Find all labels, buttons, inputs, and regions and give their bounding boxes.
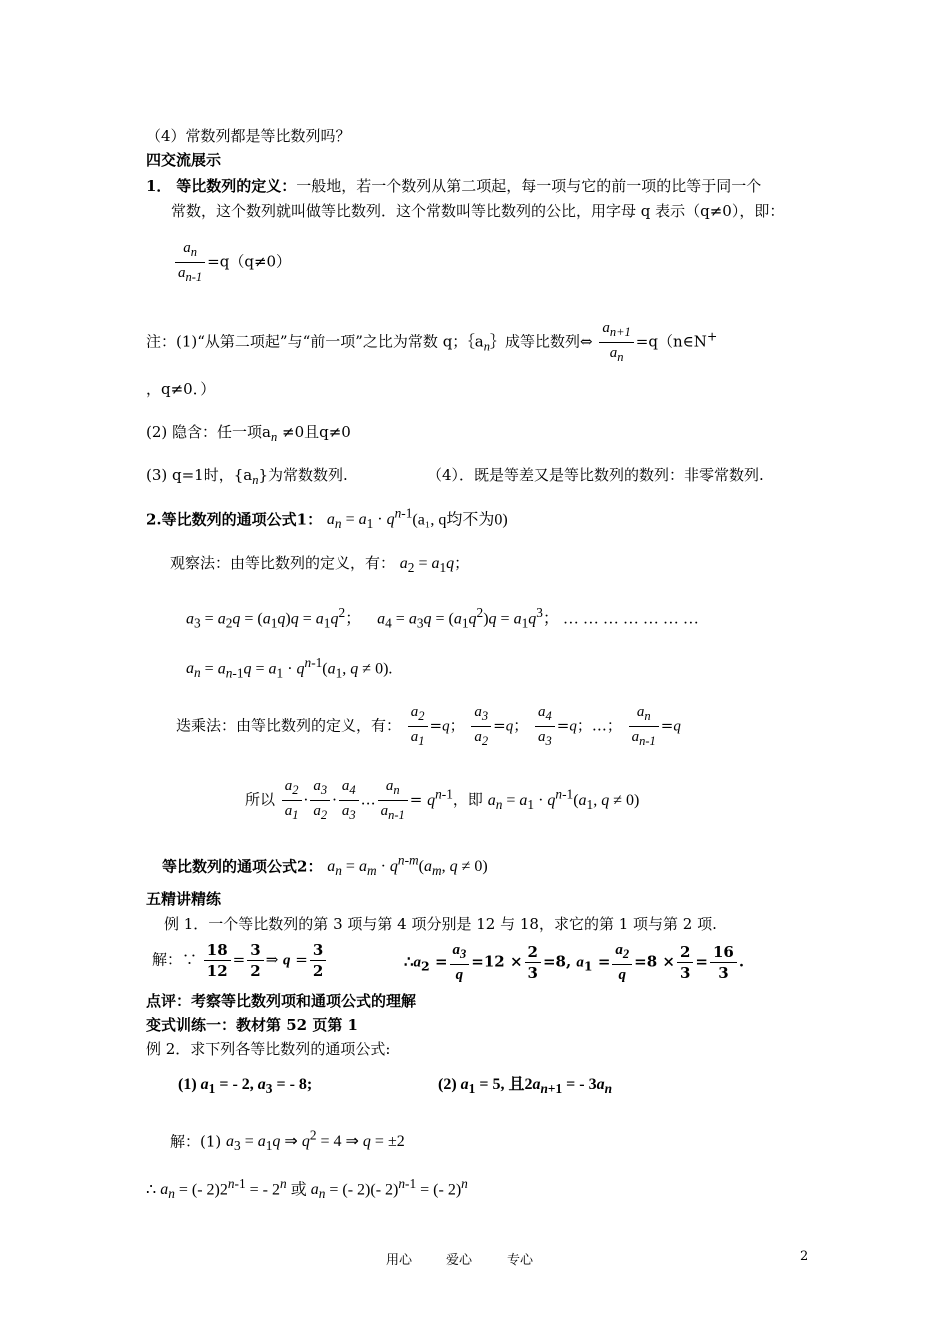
definition-text-1: 一般地，若一个数列从第二项起，每一项与它的前一项的比等于同一个 — [296, 177, 762, 195]
note-4: （4）．既是等差又是等比数列的数列：非零常数列. — [427, 466, 764, 484]
note-1-tail: =q（n∈N — [635, 332, 707, 351]
example-1-solution: 解：∵ $\frac{18}{12}$ = $\frac{3}{2}$ ⇒ q = $\frac{3}{2}$ — [152, 940, 328, 981]
note-3-rest: }为常数数列. — [258, 466, 348, 484]
page-number: 2 — [800, 1249, 809, 1264]
multiplication-label: 迭乘法：由等比数列的定义，有： — [176, 716, 402, 735]
general-formula-2: 等比数列的通项公式2： $a_n = a_m \cdot q^{n-m}(a_m$, q ≠ 0) — [162, 853, 488, 879]
example-1-solution-label: 解：∵ — [152, 950, 198, 969]
note-1-prefix: 注：(1)“从第二项起”与“前一项”之比为常数 q；｛a — [146, 332, 484, 351]
definition-title: 等比数列的定义： — [176, 177, 297, 195]
note-2: (2) 隐含：任一项$a_n \ne 0$且q≠0 — [146, 423, 351, 444]
section-heading-4: 四交流展示 — [146, 151, 222, 169]
note-3-text: (3) q=1时，{a — [146, 466, 253, 484]
note-2-text: (2) 隐含：任一项a — [146, 423, 271, 441]
note-1: 注：(1)“从第二项起”与“前一项”之比为常数 q；$\{a_n\}$成等比数列⇔ $\frac{a_{n+1}}{a_n}$ =q（n∈N+ — [146, 320, 718, 364]
example-2-solution: 解：(1) $a_3 = a_1q$ ⇒ $q^2 = 4$ ⇒ q = ±2 — [170, 1128, 405, 1154]
observation-line-2: $a_3 = a_2q = (a_1q)q = a_1q^2$； $a_4 = a_3q = (a_1q^2)q = a_1q^3$； … … … … … … … — [186, 605, 699, 631]
training-1: 变式训练一：教材第 52 页第 1 — [146, 1016, 358, 1034]
footer-text-3: 专心 — [507, 1253, 534, 1268]
example-1-result: $\therefore a_2$ = $\frac{a_3}{q}$ =12 × $\frac{2}{3}$ =8, $a_1$ = $\frac{a_2}{q}$ =8 × $\frac{2}{3}$ = $\frac{16}{3}$ . — [404, 942, 745, 983]
note-2-rest: ≠0且q≠0 — [282, 423, 351, 441]
note-1-mid: ｝成等比数列⇔ — [490, 332, 593, 351]
observation-line-1: 观察法：由等比数列的定义，有： $a_2 = a_1q$； — [170, 554, 470, 576]
observation-dots: … … … … … … … — [562, 610, 699, 628]
definition-line-1 — [146, 176, 761, 196]
observation-text: 观察法：由等比数列的定义，有： — [170, 554, 396, 572]
question-4: （4）常数列都是等比数列吗？ — [146, 127, 351, 145]
note-1-continued: ，q≠0．） — [146, 380, 216, 398]
multiplication-so: 所以 — [245, 790, 276, 809]
example-2-solution-label: 解：(1) — [170, 1132, 222, 1151]
general-formula-2-label: 等比数列的通项公式2： — [162, 857, 323, 876]
general-formula-1-condition: (a₁, q均不为0) — [412, 511, 508, 529]
definition-formula: $\frac{a_n}{a_{n-1}}$ =q（q≠0） — [173, 238, 291, 287]
note-3: (3) q=1时，$\{a_n\}$为常数数列. — [146, 466, 348, 487]
example-2-part-1: (1) $a_1$ = - 2, $a_3$ = - 8; — [178, 1076, 313, 1097]
example-2-part-2: (2) $a_1 = 5$, 且$2a_{n+1}$ = - $3a_n$ — [438, 1076, 613, 1097]
definition-formula-rhs: =q（q≠0） — [207, 252, 292, 271]
section-heading-5: 五精讲精练 — [146, 890, 222, 908]
footer-text-1: 用心 — [386, 1253, 413, 1268]
example-1-text: 例 1．一个等比数列的第 3 项与第 4 项分别是 12 与 18，求它的第 1 项与第 2 项. — [164, 915, 717, 933]
definition-number: 1． — [146, 177, 172, 195]
general-formula-1-label: 2.等比数列的通项公式1： — [146, 510, 323, 529]
multiplication-line-1: 迭乘法：由等比数列的定义，有： $\frac{a_2}{a_1}$ =q； $\frac{a_3}{a_2}$ =q； $\frac{a_4}{a_3}$ =q；…； $\frac{a_n}{a_{n-1}}$ =q — [176, 704, 681, 748]
example-2-text: 例 2．求下列各等比数列的通项公式: — [146, 1040, 391, 1058]
comment: 点评：考察等比数列项和通项公式的理解 — [146, 992, 417, 1010]
definition-line-2: 常数，这个数列就叫做等比数列．这个常数叫等比数列的公比，用字母 q 表示（q≠0），即： — [171, 202, 785, 220]
footer-text-2: 爱心 — [446, 1253, 473, 1268]
multiplication-then: ，即 — [452, 790, 483, 809]
observation-line-3: $a_n = a_{n-1}q = a_1 \cdot q^{n-1}(a_1$, q ≠ 0). — [186, 655, 393, 681]
general-formula-1: 2.等比数列的通项公式1： $a_n = a_1 \cdot q^{n-1}(a_1$, q均不为0) — [146, 506, 508, 532]
example-2-conclusion: ∴ $a_n$ = (- $2)2^{n-1}$ = - 2$^n$ 或 $a_n$ = (- 2)(- 2)$^{n-1}$ = (- 2)$^n$ — [146, 1176, 468, 1202]
multiplication-line-2: 所以 $\frac{a_2}{a_1}$ · $\frac{a_3}{a_2}$ · $\frac{a_4}{a_3}$ … $\frac{a_n}{a_{n-1}}$ = $q^{n-1}$，即 $a_n = a_1 \cdot q^{n-1}(a_1$, q ≠ 0) — [245, 778, 640, 822]
